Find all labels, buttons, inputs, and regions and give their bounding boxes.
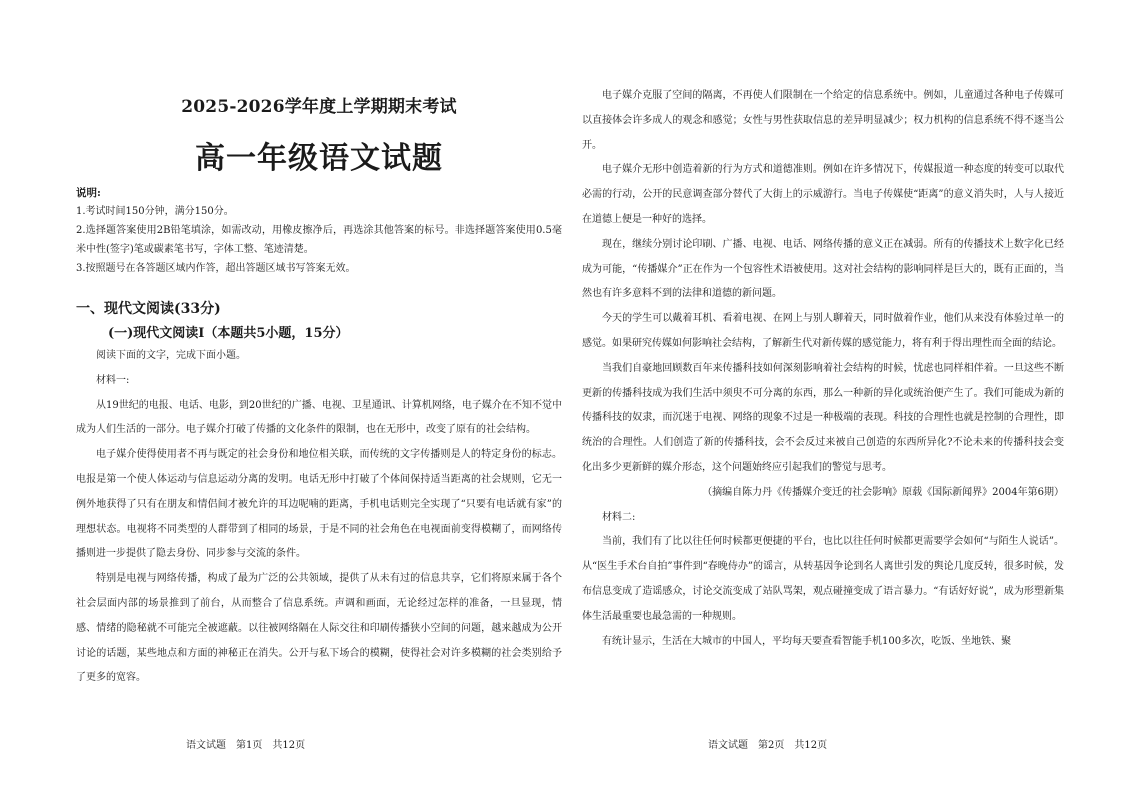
page-footer: 语文试题 第2页 共12页: [708, 740, 828, 751]
source-citation: （摘编自陈力丹《传播媒介变迁的社会影响》原载《国际新闻界》2004年第6期）: [702, 486, 1064, 498]
reading-body-left: [76, 344, 562, 691]
notes-heading: 说明:: [76, 187, 101, 199]
page-2: [582, 0, 1064, 793]
material-label: 材料二:: [602, 511, 636, 523]
notes-list: [76, 202, 562, 278]
page-1: [76, 0, 562, 793]
paragraph: 今天的学生可以戴着耳机、看着电视、在网上与别人聊着天，同时做着作业，他们从来没有体验过单一的感觉。如果研究传媒如何影响社会结构，了解新生代对新传媒的感觉能力，将有利于得出理性而全面的结论。: [582, 313, 1064, 349]
material-label: 材料一:: [96, 374, 130, 386]
paragraph: 有统计显示，生活在大城市的中国人，平均每天要查看智能手机100多次，吃饭、坐地铁、聚: [602, 635, 1012, 647]
instruction: 阅读下面的文字，完成下面小题。: [96, 350, 246, 361]
note-item: 1.考试时间150分钟，满分150分。: [76, 206, 234, 217]
paragraph: 现在，继续分别讨论印刷、广播、电视、电话、网络传播的意义正在减弱。所有的传播技术上数字化已经成为可能，“传播媒介”正在作为一个包容性术语被使用。这对社会结构的影响同样是巨大的，既有正面的，当然也有许多意料不到的法律和道德的新问题。: [582, 238, 1064, 300]
paragraph: 电子媒介使得使用者不再与既定的社会身份和地位相关联，而传统的文字传播则是人的特定身份的标志。电报是第一个使人体运动与信息运动分离的发明。电话无形中打破了个体间保持适当距离的社会规则，它无一例外地获得了只有在朋友和情侣间才被允许的耳边呢喃的距离，手机电话则完全实现了“只要有电话就有家”的理想状态。电视将不同类型的人群带到了相同的场景，于是不同的社会角色在电视面前变得模糊了，而网络传播则进一步提供了隐去身份、同步参与交流的条件。: [76, 449, 562, 560]
paragraph: 当前，我们有了比以往任何时候都更便捷的平台，也比以往任何时候都更需要学会如何“与陌生人说话”。从“医生手术台自拍”事件到“春晚侍办”的谣言，从转基因争论到名人离世引发的舆论几度反转，很多时候，发布信息变成了造谣感众，讨论交流变成了站队骂架，观点碰撞变成了语言暴力。“有话好好说”，成为形塑新集体生活最重要也最急需的一种规则。: [582, 536, 1064, 622]
paragraph: 从19世纪的电报、电话、电影，到20世纪的广播、电视、卫星通讯、计算机网络，电子媒介在不知不觉中成为人们生活的一部分。电子媒介打破了传播的文化条件的限制，也在无形中，改变了原有的社会结构。: [76, 399, 562, 436]
section-title: 一、现代文阅读(33分): [76, 301, 221, 317]
note-item: 2.选择题答案使用2B铅笔填涂，如需改动，用橡皮擦净后，再选涂其他答案的标号。非选择题答案使用0.5毫米中性(签字)笔或碳素笔书写，字体工整、笔迹清楚。: [76, 225, 562, 255]
subsection-title: (一)现代文阅读Ⅰ（本题共5小题，15分）: [108, 326, 349, 341]
paragraph: 电子媒介无形中创造着新的行为方式和道德准则。例如在许多情况下，传媒报道一种态度的转变可以取代必需的行动，公开的民意调查部分替代了大街上的示威游行。当电子传媒使“距离”的意义消失时，人与人接近在道德上便是一种好的选择。: [582, 164, 1064, 225]
exam-title: 2025-2026学年度上学期期末考试: [181, 97, 457, 117]
paragraph: 特别是电视与网络传播，构成了最为广泛的公共领域，提供了从未有过的信息共享，它们将原来属于各个社会层面内部的场景推到了前台，从而整合了信息系统。声调和画面，无论经过怎样的准备，一旦显现，情感、情绪的隐秘就不可能完全被遮蔽。以往被网络隔在人际交往和印刷传播狭小空间的问题，越来越成为公开讨论的话题，某些地点和方面的神秘正在消失。公开与私下场合的模糊，使得社会对许多模糊的社会类别给予了更多的宽容。: [76, 573, 562, 684]
paragraph: 当我们自豪地回顾数百年来传播科技如何深刻影响着社会结构的时候，忧虑也同样相伴着。一旦这些不断更新的传播科技成为我们生活中须臾不可分离的东西，那么一种新的异化或统治便产生了。我们可能成为新的传播科技的奴隶，而沉迷于电视、网络的现象不过是一种极端的表现。科技的合理性也就是控制的合理性，即统治的合理性。人们创造了新的传播科技，会不会反过来被自己创造的东西所异化?不论未来的传播科技会变化出多少更新鲜的媒介形态，这个问题始终应引起我们的警觉与思考。: [582, 362, 1064, 473]
paragraph: 电子媒介克服了空间的隔离，不再使人们限制在一个给定的信息系统中。例如，儿童通过各种电子传媒可以直接体会许多成人的观念和感觉；女性与男性获取信息的差异明显减少；权力机构的信息系统不得不逐当公开。: [582, 90, 1064, 151]
paper-title: 高一年级语文试题: [195, 141, 443, 176]
page-footer: 语文试题 第1页 共12页: [186, 740, 306, 751]
reading-body-right: [582, 84, 1064, 654]
note-item: 3.按照题号在各答题区域内作答，超出答题区域书写答案无效。: [76, 263, 356, 274]
